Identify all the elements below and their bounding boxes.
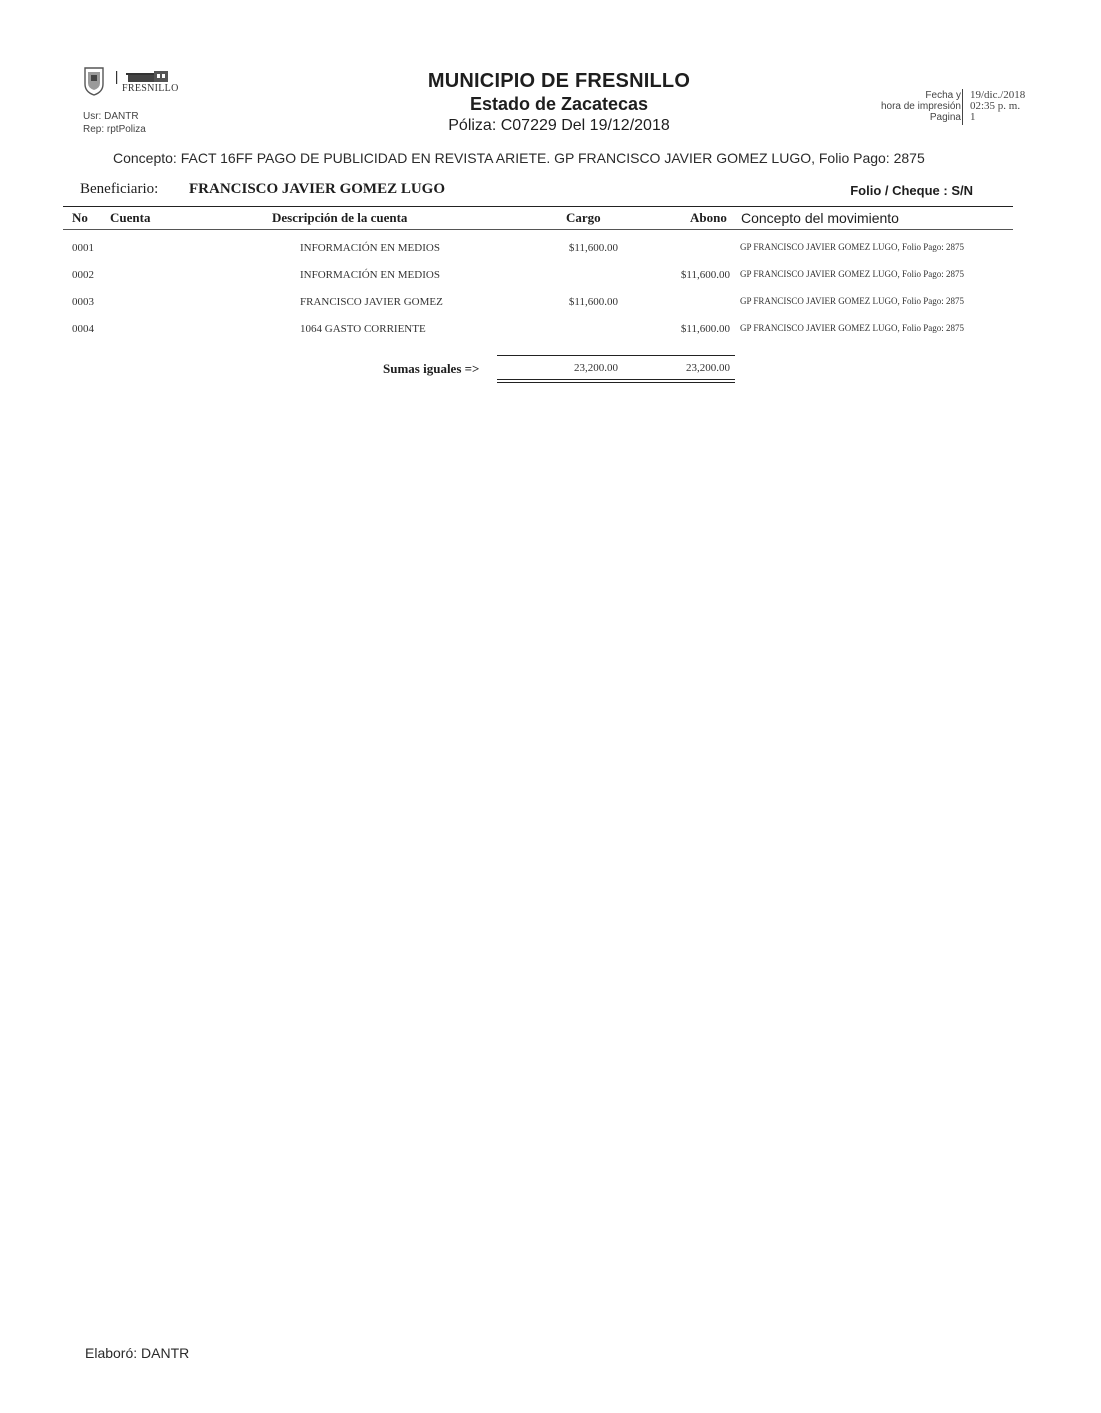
concepto-line: Concepto: FACT 16FF PAGO DE PUBLICIDAD EN REVISTA ARIETE. GP FRANCISCO JAVIER GOMEZ LUGO, Folio Pago: 2875 — [113, 150, 925, 166]
reporte-label: Rep: rptPoliza — [83, 124, 146, 135]
fecha-value: 19/dic./2018 — [970, 89, 1026, 101]
hora-label: hora de impresión — [880, 101, 961, 112]
table-row — [0, 242, 1101, 269]
usuario-label: Usr: DANTR — [83, 111, 139, 122]
row-no: 0004 — [72, 323, 94, 335]
print-info-values — [970, 90, 1025, 123]
row-no: 0002 — [72, 269, 94, 281]
pagina-label: Pagina — [929, 112, 961, 123]
column-header-cargo: Cargo — [566, 210, 601, 225]
elaboro-label: Elaboró: DANTR — [85, 1345, 190, 1361]
print-info-labels — [881, 90, 961, 123]
row-concepto: GP FRANCISCO JAVIER GOMEZ LUGO, Folio Pago: 2875 — [740, 323, 965, 333]
total-cargo: 23,200.00 — [574, 362, 618, 374]
totals-top-rule — [497, 355, 735, 356]
logo-text: FRESNILLO — [122, 83, 179, 94]
pagina-value: 1 — [970, 111, 976, 123]
row-concepto: GP FRANCISCO JAVIER GOMEZ LUGO, Folio Pago: 2875 — [740, 242, 965, 252]
folio-cheque: Folio / Cheque : S/N — [850, 183, 973, 198]
row-descripcion: INFORMACIÓN EN MEDIOS — [300, 242, 440, 254]
totals-double-rule — [497, 379, 735, 380]
row-no: 0001 — [72, 242, 94, 254]
column-header-abono: Abono — [690, 210, 727, 225]
table-row — [0, 296, 1101, 323]
row-concepto: GP FRANCISCO JAVIER GOMEZ LUGO, Folio Pago: 2875 — [740, 296, 965, 306]
page-subtitle: Estado de Zacatecas — [469, 94, 649, 114]
column-header-no: No — [72, 210, 88, 225]
print-info-divider — [962, 89, 963, 125]
total-abono: 23,200.00 — [686, 362, 730, 374]
column-header-cuenta: Cuenta — [110, 210, 151, 225]
row-concepto: GP FRANCISCO JAVIER GOMEZ LUGO, Folio Pago: 2875 — [740, 269, 965, 279]
row-cargo: $11,600.00 — [568, 242, 618, 254]
table-header-bottom-rule — [63, 229, 1013, 230]
row-abono: $11,600.00 — [680, 269, 730, 281]
row-descripcion: 1064 GASTO CORRIENTE — [300, 323, 426, 335]
row-no: 0003 — [72, 296, 94, 308]
poliza-line: Póliza: C07229 Del 19/12/2018 — [448, 117, 670, 134]
page-title: MUNICIPIO DE FRESNILLO — [427, 70, 691, 92]
beneficiario-name: FRANCISCO JAVIER GOMEZ LUGO — [189, 181, 446, 197]
row-abono: $11,600.00 — [680, 323, 730, 335]
totals-double-rule — [497, 382, 735, 383]
beneficiario-label: Beneficiario: — [80, 181, 159, 197]
table-header-top-rule — [63, 206, 1013, 207]
table-row — [0, 269, 1101, 296]
row-descripcion: FRANCISCO JAVIER GOMEZ — [300, 296, 443, 308]
column-header-concepto: Concepto del movimiento — [741, 210, 899, 226]
totals-label: Sumas iguales => — [383, 361, 480, 376]
row-cargo: $11,600.00 — [568, 296, 618, 308]
column-header-descripcion: Descripción de la cuenta — [272, 210, 408, 225]
fecha-label: Fecha y — [925, 90, 961, 101]
row-descripcion: INFORMACIÓN EN MEDIOS — [300, 269, 440, 281]
hora-value: 02:35 p. m. — [970, 100, 1021, 112]
table-row — [0, 323, 1101, 350]
